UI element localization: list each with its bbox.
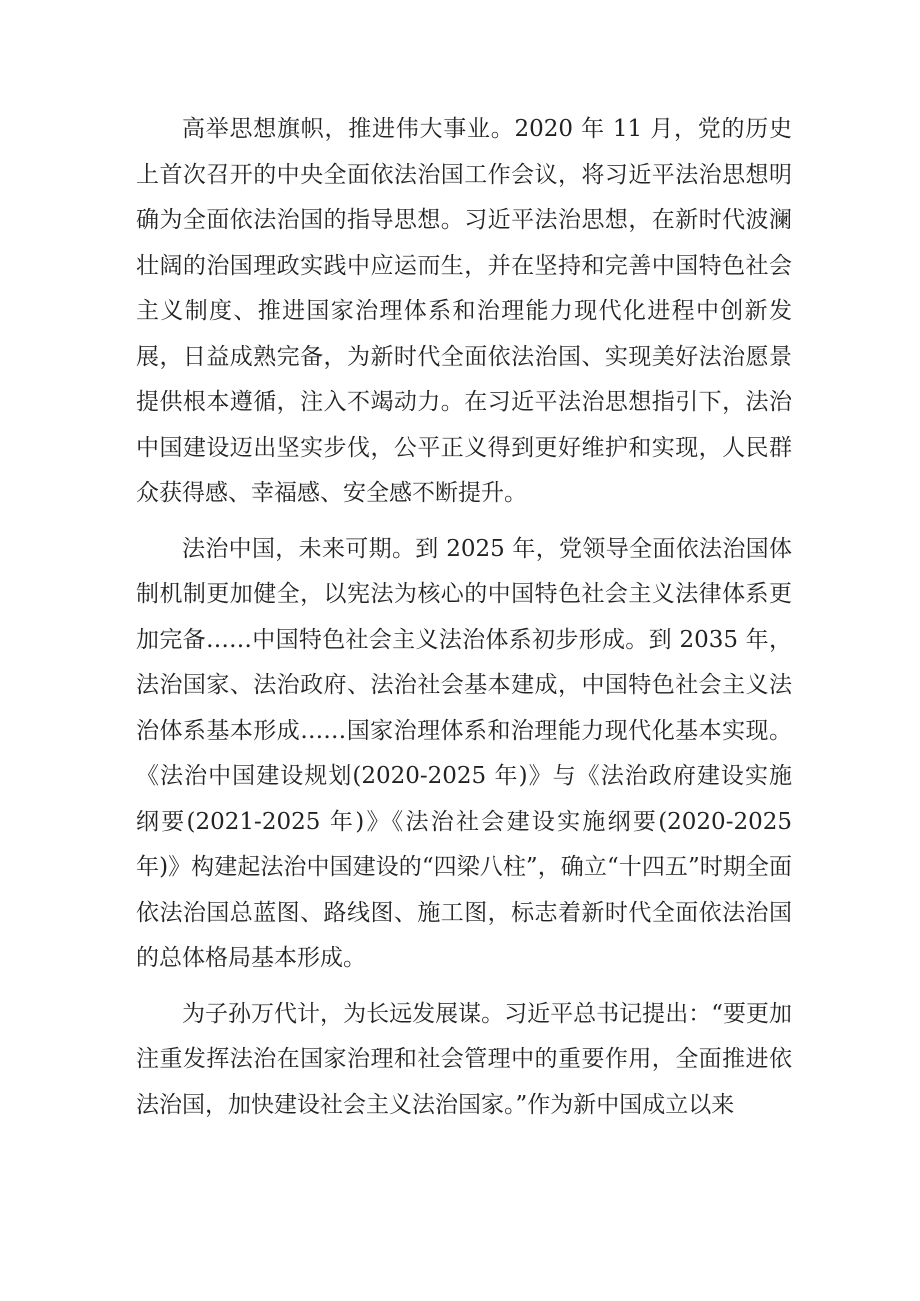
document-body bbox=[136, 107, 792, 1138]
paragraph-3: 为子孙万代计，为长远发展谋。习近平总书记提出：“要更加注重发挥法治在国家治理和社会管理中的重要作用，全面推进依法治国，加快建设社会主义法治国家。”作为新中国成立以来 bbox=[136, 1000, 792, 1118]
paragraph-1: 高举思想旗帜，推进伟大事业。2020 年 11 月，党的历史上首次召开的中央全面依法治国工作会议，将习近平法治思想明确为全面依法治国的指导思想。习近平法治思想，在新时代波澜壮阔的治国理政实践中应运而生，并在坚持和完善中国特色社会主义制度、推进国家治理体系和治理能力现代化进程中创新发展，日益成熟完备，为新时代全面依法治国、实现美好法治愿景提供根本遵循，注入不竭动力。在习近平法治思想指引下，法治中国建设迈出坚实步伐，公平正义得到更好维护和实现，人民群众获得感、幸福感、安全感不断提升。 bbox=[136, 116, 792, 506]
paragraph-2: 法治中国，未来可期。到 2025 年，党领导全面依法治国体制机制更加健全，以宪法为核心的中国特色社会主义法律体系更加完备……中国特色社会主义法治体系初步形成。到 2035 年，法治国家、法治政府、法治社会基本建成，中国特色社会主义法治体系基本形成……国家治理体系和治理能力现代化基本实现。《法治中国建设规划(2020-2025 年)》与《法治政府建设实施纲要(2021-2025 年)》《法治社会建设实施纲要(2020-2025 年)》构建起法治中国建设的“四梁八柱”，确立“十四五”时期全面依法治国总蓝图、路线图、施工图，标志着新时代全面依法治国的总体格局基本形成。 bbox=[136, 535, 792, 971]
